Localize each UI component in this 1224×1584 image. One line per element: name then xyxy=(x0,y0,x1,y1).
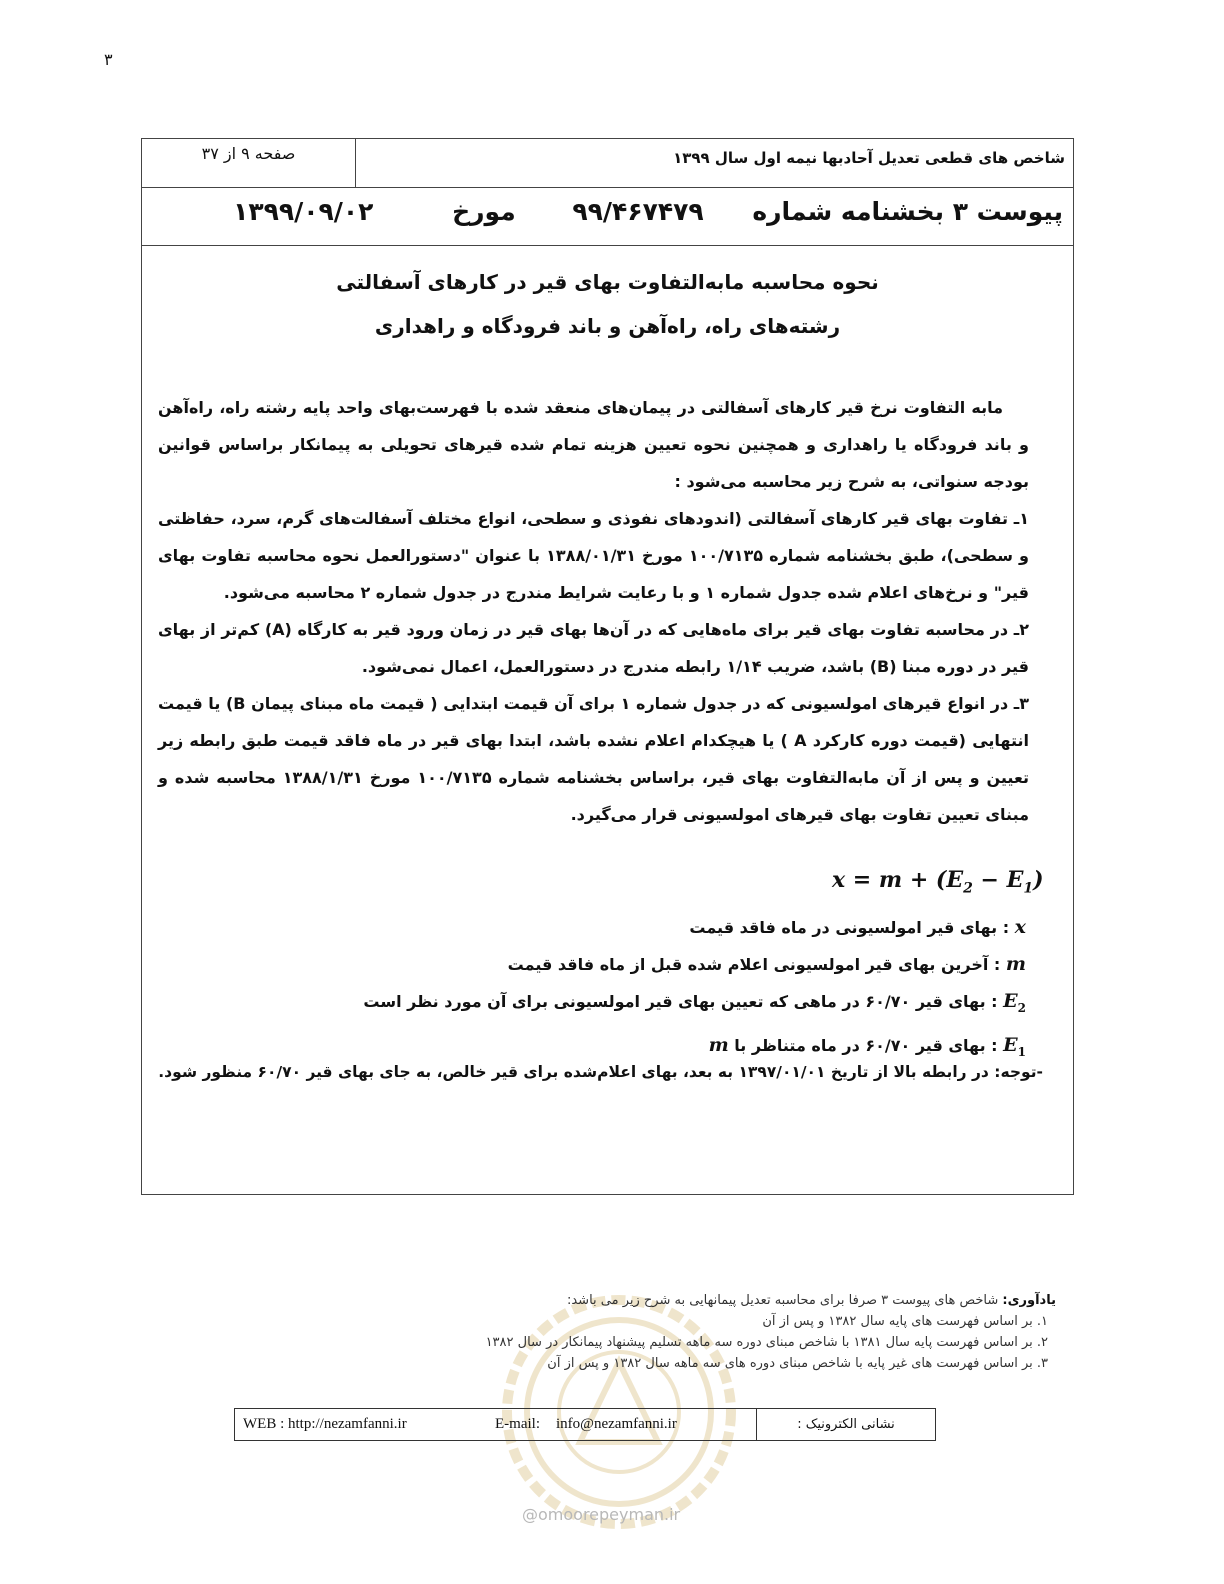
item-2: ۲ـ در محاسبه تفاوت بهای قیر برای ماه‌هایی که در آن‌ها بهای قیر در زمان ورود قیر به کارگاه (A) کم‌تر از بهای قیر در دوره مبنا (B) باشد، ضریب ۱/۱۴ رابطه مندرج در دستورالعمل، اعمال نمی‌شود. xyxy=(158,620,1029,676)
def-sub: 1 xyxy=(1017,1044,1026,1059)
def-tail: m xyxy=(708,1033,729,1056)
reminder-text: شاخص های پیوست ۳ صرفا برای محاسبه تعدیل پیمانهایی به شرح زیر می باشد: xyxy=(566,1293,1003,1308)
note: -توجه: در رابطه بالا از تاریخ ۱۳۹۷/۰۱/۰۱ به بعد، بهای اعلام‌شده برای قیر خالص، به جای بهای قیر ۶۰/۷۰ منظور شود. xyxy=(158,1063,1043,1081)
formula-x: x xyxy=(832,867,846,893)
def-var: x xyxy=(1014,916,1026,938)
def-text: : بهای قیر ۶۰/۷۰ در ماه متناظر با xyxy=(728,1035,1004,1055)
circular-title: پیوست ۳ بخشنامه شماره xyxy=(752,197,1063,226)
circular-date-label: مورخ xyxy=(452,197,516,226)
circular-line xyxy=(233,197,1063,226)
circular-number: ۹۹/۴۶۷۴۷۹ xyxy=(572,197,704,226)
heading-line-2: رشته‌های راه، راه‌آهن و باند فرودگاه و راهداری xyxy=(374,314,841,338)
watermark-site: @omoorepeyman.ir xyxy=(522,1505,681,1524)
item-3: ۳ـ در انواع قیرهای امولسیونی که در جدول شماره ۱ برای آن قیمت ابتدایی ( قیمت ماه مبنای پیمان B) یا قیمت انتهایی (قیمت دوره کارکرد A ) یا هیچکدام اعلام نشده باشد، ابتدا بهای قیر در ماه فاقد قیمت طبق رابطه زیر تعیین و پس از آن مابه‌التفاوت بهای قیر، براساس بخشنامه شماره ۱۰۰/۷۱۳۵ مورخ ۱۳۸۸/۱/۳۱ محاسبه شده و مبنای تعیین تفاوت بهای قیرهای امولسیونی قرار می‌گیرد. xyxy=(158,694,1030,824)
def-var: E xyxy=(1003,1033,1018,1056)
footer-contact-box xyxy=(234,1408,936,1441)
reminder-title: یادآوری: xyxy=(1002,1293,1056,1308)
body-text xyxy=(158,389,1029,833)
def-sub: 2 xyxy=(1017,1000,1026,1015)
page-number: ۳ xyxy=(104,50,113,69)
item-1: ۱ـ تفاوت بهای قیر کارهای آسفالتی (اندودهای نفوذی و سطحی، انواع مختلف آسفالت‌های گرم، سرد، حفاظتی و سطحی)، طبق بخشنامه شماره ۱۰۰/۷۱۳۵ مورخ ۱۳۸۸/۰۱/۳۱ با عنوان "دستورالعمل نحوه محاسبه تفاوت بهای قیر" و نرخ‌های اعلام شده جدول شماره ۱ و با رعایت شرایط مندرج در جدول شماره ۲ محاسبه می‌شود. xyxy=(158,509,1030,602)
reminder-item: ۱. بر اساس فهرست های پایه سال ۱۳۸۲ و پس از آن xyxy=(762,1314,1048,1329)
definition-m xyxy=(363,946,1026,983)
header-row xyxy=(142,139,1073,188)
formula-eq: = xyxy=(845,867,879,893)
circular-date: ۱۳۹۹/۰۹/۰۲ xyxy=(233,197,374,226)
formula-e2-sub: 2 xyxy=(963,880,973,897)
reminder-line xyxy=(486,1290,1056,1311)
formula-e2: E xyxy=(946,867,964,893)
heading-line-1: نحوه محاسبه مابه‌التفاوت بهای قیر در کارهای آسفالتی xyxy=(336,270,879,294)
definition-x xyxy=(363,909,1026,946)
formula-close: ) xyxy=(1033,867,1044,893)
footer-web-link[interactable]: WEB : http://nezamfanni.ir xyxy=(243,1416,407,1432)
formula xyxy=(832,867,1044,896)
def-var: m xyxy=(1005,953,1026,975)
formula-e1: E xyxy=(1006,867,1024,893)
reminder-item: ۲. بر اساس فهرست پایه سال ۱۳۸۱ با شاخص مبنای دوره سه ماهه تسلیم پیشنهاد پیمانکار در سال ۱۳۸۲ xyxy=(485,1335,1048,1350)
document-frame xyxy=(141,138,1074,1195)
def-var: E xyxy=(1003,990,1018,1012)
def-text: : آخرین بهای قیر امولسیونی اعلام شده قبل از ماه فاقد قیمت xyxy=(507,955,1006,974)
reminder-item: ۳. بر اساس فهرست های غیر پایه با شاخص مبنای دوره های سه ماهه سال ۱۳۸۲ و پس از آن xyxy=(547,1356,1048,1371)
header-title: شاخص های قطعی تعدیل آحادبها نیمه اول سال ۱۳۹۹ xyxy=(673,149,1065,167)
email-label: E-mail: xyxy=(495,1416,540,1432)
def-text: : بهای قیر امولسیونی در ماه فاقد قیمت xyxy=(689,918,1015,937)
formula-plus: + ( xyxy=(902,867,947,893)
email-link[interactable]: info@nezamfanni.ir xyxy=(556,1416,677,1432)
def-text: : بهای قیر ۶۰/۷۰ در ماهی که تعیین بهای قیر امولسیونی برای آن مورد نظر است xyxy=(363,992,1004,1011)
formula-e1-sub: 1 xyxy=(1023,880,1034,897)
intro-paragraph: مابه التفاوت نرخ قیر کارهای آسفالتی در پیمان‌های منعقد شده با فهرست‌بهای واحد پایه رشته راه، راه‌آهن و باند فرودگاه یا راهداری و همچنین نحوه تعیین هزینه تمام شده قیرهای تحویلی به پیمانکار براساس قوانین بودجه سنواتی، به شرح زیر محاسبه می‌شود : xyxy=(158,398,1029,491)
footer-address-label: نشانی الکترونیک : xyxy=(756,1409,935,1440)
footer-email xyxy=(495,1416,677,1433)
page-info: صفحه ۹ از ۳۷ xyxy=(142,139,356,187)
formula-minus: − xyxy=(972,867,1007,893)
circular-row xyxy=(142,187,1073,246)
reminder xyxy=(486,1290,1056,1374)
definition-e2 xyxy=(363,983,1026,1027)
formula-m: m xyxy=(878,867,903,893)
definitions xyxy=(363,909,1026,1071)
